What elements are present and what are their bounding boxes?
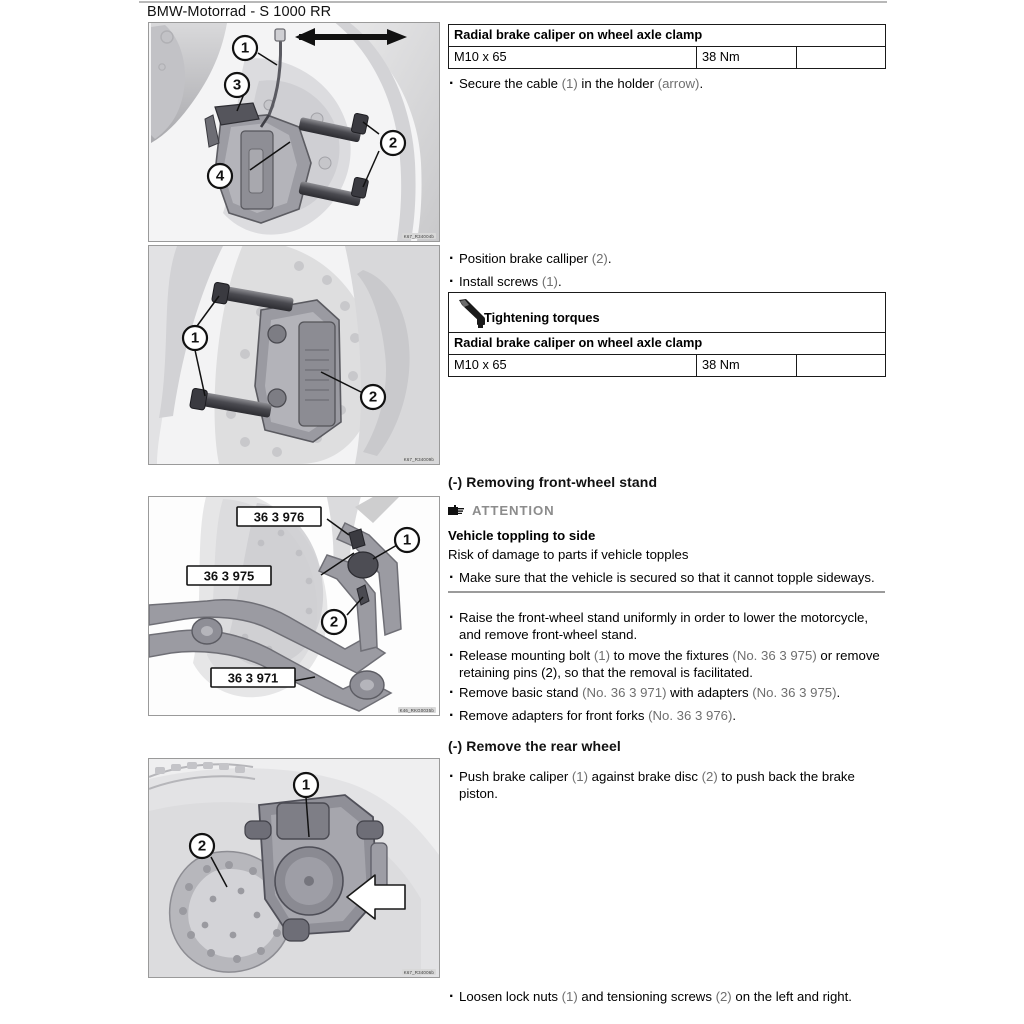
bullet-text xyxy=(448,707,888,724)
figure-id-label: K67_R34009b xyxy=(403,456,434,462)
warning-text: Risk of damage to parts if vehicle topples xyxy=(448,547,689,562)
svg-text:1: 1 xyxy=(402,531,412,549)
figure-front-brake-caliper-cable-holder xyxy=(148,22,440,242)
text-pre: Release mounting bolt xyxy=(459,648,594,663)
text-mid: with adapters xyxy=(666,685,753,700)
step-position-calliper xyxy=(448,250,888,267)
torque-table-title: Radial brake caliper on wheel axle clamp xyxy=(449,333,886,355)
part-label-36-3-975 xyxy=(187,566,271,585)
table-row xyxy=(449,293,886,333)
text-mid: against brake disc xyxy=(588,769,702,784)
torque-extra xyxy=(797,355,886,377)
section-heading: (-) Removing front-wheel stand xyxy=(448,474,658,490)
callout-4 xyxy=(208,164,232,188)
front-stand-step-1 xyxy=(448,609,888,643)
front-stand-step-2 xyxy=(448,647,888,681)
section-removing-front-wheel-stand xyxy=(448,474,888,490)
bullet-text xyxy=(448,250,888,267)
text-post: . xyxy=(732,708,737,723)
svg-text:2: 2 xyxy=(368,388,378,406)
figure-rear-brake-caliper xyxy=(148,758,440,978)
warning-text-wrapper xyxy=(448,547,888,562)
svg-text:36 3 971: 36 3 971 xyxy=(227,670,279,686)
figure-front-wheel-stand xyxy=(148,496,440,716)
text-pre: Install screws xyxy=(459,274,542,289)
front-stand-step-4 xyxy=(448,707,888,724)
torque-table-1 xyxy=(448,24,886,69)
ref-1: (No. 36 3 971) xyxy=(582,685,667,700)
callout-2 xyxy=(190,834,214,858)
bullet-text xyxy=(448,75,888,92)
bullet-text xyxy=(448,684,888,701)
text-pre: Push brake caliper xyxy=(459,769,572,784)
part-label-36-3-971 xyxy=(211,668,295,687)
table-row xyxy=(449,25,886,47)
figure-1-illustration xyxy=(149,23,439,241)
horizontal-rule xyxy=(448,591,885,593)
warning-title-wrapper xyxy=(448,528,888,543)
ref-2: (2) xyxy=(701,769,718,784)
figure-3-illustration xyxy=(149,497,439,715)
header-rule xyxy=(139,1,887,3)
attention-divider xyxy=(448,591,888,593)
text-pre: Remove basic stand xyxy=(459,685,583,700)
figure-4-illustration xyxy=(149,759,439,977)
ref-1: (1) xyxy=(561,76,578,91)
ref-2: (2) xyxy=(715,989,732,1004)
ref-1: (1) xyxy=(561,989,578,1004)
figure-front-brake-caliper-screws xyxy=(148,245,440,465)
svg-text:2: 2 xyxy=(388,134,398,152)
ref-1: (1) xyxy=(541,274,558,289)
figure-id-label: K46_RKG0035b xyxy=(399,707,434,713)
svg-text:4: 4 xyxy=(215,167,225,185)
text-pre: Loosen lock nuts xyxy=(459,989,562,1004)
text-mid: and tensioning screws xyxy=(577,989,716,1004)
ref-2: (No. 36 3 975) xyxy=(752,685,837,700)
callout-2 xyxy=(361,385,385,409)
svg-text:1: 1 xyxy=(190,329,200,347)
table-row xyxy=(449,333,886,355)
text-post: . xyxy=(699,76,704,91)
callout-1 xyxy=(183,326,207,350)
text-pre: Raise the front-wheel stand uniformly in order to lower the motorcycle, and remove front-wheel stand. xyxy=(459,610,868,643)
tightening-torques-label: Tightening torques xyxy=(484,310,600,326)
text-post: . xyxy=(557,274,562,289)
torque-thread: M10 x 65 xyxy=(449,355,697,377)
front-stand-step-3 xyxy=(448,684,888,701)
text-pre: Secure the cable xyxy=(459,76,562,91)
page-title: BMW-Motorrad - S 1000 RR xyxy=(147,4,332,20)
pointing-hand-icon xyxy=(448,504,465,517)
ref-1: (1) xyxy=(593,648,611,663)
rear-wheel-step-loosen xyxy=(448,988,888,1005)
ref-1: (No. 36 3 976) xyxy=(648,708,733,723)
callout-1 xyxy=(294,773,318,797)
warning-bullet-wrapper xyxy=(448,569,888,586)
figure-id-label: K67_R34006b xyxy=(403,969,434,975)
ref-2: (arrow) xyxy=(657,76,700,91)
table-row xyxy=(449,47,886,69)
bullet-text xyxy=(448,609,888,643)
text-pre: Remove adapters for front forks xyxy=(459,708,649,723)
svg-text:36 3 975: 36 3 975 xyxy=(203,568,255,584)
attention-label: ATTENTION xyxy=(472,503,555,518)
step-install-screws xyxy=(448,273,888,290)
step-secure-cable xyxy=(448,75,888,92)
table-row xyxy=(449,355,886,377)
callout-1 xyxy=(233,36,257,60)
callout-1 xyxy=(395,528,419,552)
text-pre: Position brake calliper xyxy=(459,251,592,266)
torque-table-1-wrapper xyxy=(448,24,888,69)
svg-text:3: 3 xyxy=(232,76,242,94)
attention-header xyxy=(448,503,888,518)
svg-text:2: 2 xyxy=(329,613,339,631)
figure-id-label: K67_R34004b xyxy=(403,233,434,239)
ref-2: (No. 36 3 975) xyxy=(732,648,817,663)
text-post: or remove retaining pins (2), so that the removal is facilitated. xyxy=(459,648,880,681)
torque-table-title: Radial brake caliper on wheel axle clamp xyxy=(449,25,886,47)
torque-table-2 xyxy=(448,292,886,377)
text-post: to push back the brake piston. xyxy=(459,769,855,802)
ref-1: (2) xyxy=(591,251,608,266)
torque-thread: M10 x 65 xyxy=(449,47,697,69)
figure-2-illustration xyxy=(149,246,439,464)
ref-1: (1) xyxy=(571,769,589,784)
torque-extra xyxy=(797,47,886,69)
section-remove-rear-wheel xyxy=(448,738,888,754)
text-mid: to move the fixtures xyxy=(610,648,733,663)
bullet-text xyxy=(448,988,888,1005)
section-heading: (-) Remove the rear wheel xyxy=(448,738,621,754)
warning-title: Vehicle toppling to side xyxy=(448,528,596,543)
bullet-text: · Make sure that the vehicle is secured so that it cannot topple sideways. xyxy=(448,569,888,586)
bullet-text xyxy=(448,273,888,290)
attention-block xyxy=(448,503,888,518)
text-post: . xyxy=(836,685,841,700)
svg-text:36 3 976: 36 3 976 xyxy=(253,509,305,525)
torque-value: 38 Nm xyxy=(697,47,797,69)
text-post: . xyxy=(607,251,612,266)
bullet-text xyxy=(448,768,888,802)
torque-table-2-wrapper xyxy=(448,292,888,377)
rear-wheel-step-push xyxy=(448,768,888,802)
svg-text:1: 1 xyxy=(240,39,250,57)
svg-text:1: 1 xyxy=(301,776,311,794)
tightening-torques-header xyxy=(449,293,886,333)
callout-2 xyxy=(322,610,346,634)
text-post: on the left and right. xyxy=(731,989,852,1004)
svg-text:2: 2 xyxy=(197,837,207,855)
callout-2 xyxy=(381,131,405,155)
bullet-text xyxy=(448,647,888,681)
part-label-36-3-976 xyxy=(237,507,321,526)
callout-3 xyxy=(225,73,249,97)
torque-value: 38 Nm xyxy=(697,355,797,377)
text-mid: in the holder xyxy=(577,76,658,91)
